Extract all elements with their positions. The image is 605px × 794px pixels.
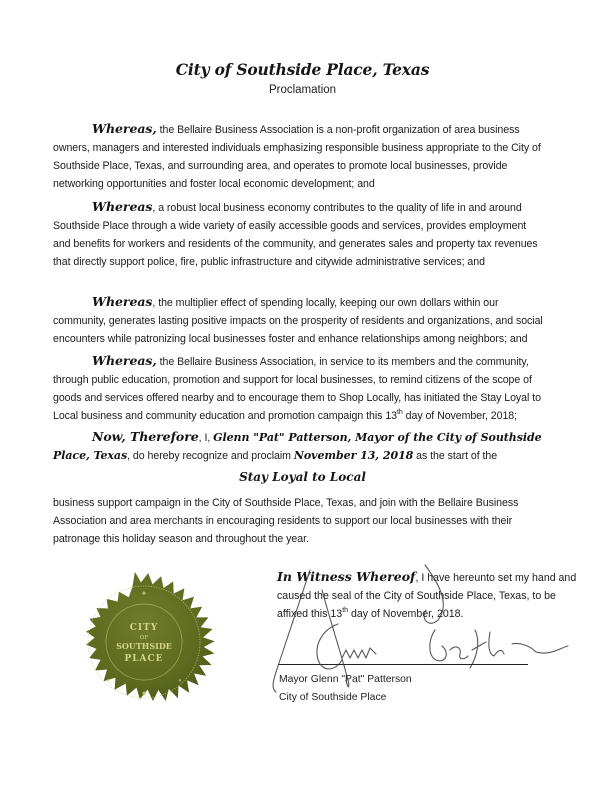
closing-paragraph: business support campaign in the City of Southside Place, Texas, and join with the Bellaire Business Association and area merchants in encouraging residents to support our local businesses with their patronage this holiday season and throughout the year.: [53, 497, 519, 545]
signature-line: [278, 664, 528, 665]
ordinal-suffix: th: [397, 409, 403, 416]
svg-text:✦: ✦: [140, 589, 148, 598]
witness-text: , I have hereunto set my hand and caused the seal of the City of Southside Place, Texas, to be affixed this 13: [277, 572, 577, 620]
gold-seal-icon: [66, 564, 222, 720]
seal-text-of: OF: [139, 635, 149, 641]
ordinal-suffix: th: [342, 607, 349, 614]
resolution-paragraph: [53, 428, 543, 465]
campaign-name: Stay Loyal to Local: [239, 470, 366, 484]
svg-text:♦: ♦: [140, 690, 148, 698]
seal-text-city: CITY: [129, 623, 159, 633]
resolution-lead: Now, Therefore: [92, 429, 199, 444]
signatory-city: City of Southside Place: [279, 692, 387, 703]
whereas-lead: Whereas,: [92, 121, 157, 136]
whereas-paragraph-3: [53, 293, 543, 348]
witness-text: day of November, 2018.: [348, 608, 464, 620]
proclamation-date: November 13, 2018: [293, 449, 414, 462]
paragraph-text: , a robust local business economy contributes to the quality of life in and around Southside Place through a wide variety of easily accessible goods and services, provides employment and benefits for workers and residents of the community, and generates sales and property tax revenues that directly support police, fire, public infrastructure and citywide administrative services; and: [53, 202, 538, 268]
whereas-paragraph-1: [53, 120, 543, 193]
svg-text:♦: ♦: [178, 678, 182, 684]
paragraph-text: the Bellaire Business Association is a non-profit organization of area business owners, managers and interested individuals emphasizing responsible business appropriate to the City of Southside Place, Texas, and surrounding area, and operates to promote local businesses, provide networking opportunities and foster local economic development; and: [53, 124, 541, 190]
resolution-text: , I,: [198, 432, 214, 444]
resolution-text: as the start of the: [413, 450, 498, 462]
document-title: City of Southside Place, Texas: [175, 60, 430, 79]
paragraph-text: , the multiplier effect of spending locally, keeping our own dollars within our community, generates lasting positive impacts on the prosperity of residents and organizations, and social encounters while patronizing local businesses foster and enhance relationships among neighbors; and: [53, 297, 543, 345]
svg-text:♦: ♦: [106, 678, 110, 684]
whereas-lead: Whereas: [92, 294, 153, 309]
paragraph-text: the Bellaire Business Association, in service to its members and the community, through public education, promotion and support for local businesses, to remind citizens of the scope of goods and services offered nearby and to encourage them to Shop Locally, has initiated the Stay Loyal to Local business and community education and promotion campaign this 13: [53, 356, 541, 422]
seal-text-southside: SOUTHSIDE: [116, 641, 172, 651]
whereas-lead: Whereas,: [92, 353, 157, 368]
seal-text-place: PLACE: [124, 654, 164, 664]
paragraph-text: day of November, 2018;: [402, 410, 518, 422]
document-subtitle: Proclamation: [268, 84, 337, 96]
mayor-title: Glenn "Pat" Patterson, Mayor of the City of Southside Place, Texas: [53, 431, 542, 462]
witness-lead: In Witness Whereof: [277, 569, 416, 584]
whereas-paragraph-2: [53, 198, 543, 271]
resolution-text: , do hereby recognize and proclaim: [127, 450, 294, 462]
whereas-lead: Whereas: [92, 199, 153, 214]
signatory-name: Mayor Glenn "Pat" Patterson: [279, 674, 412, 685]
witness-paragraph: [277, 568, 577, 623]
whereas-paragraph-4: [53, 352, 543, 425]
